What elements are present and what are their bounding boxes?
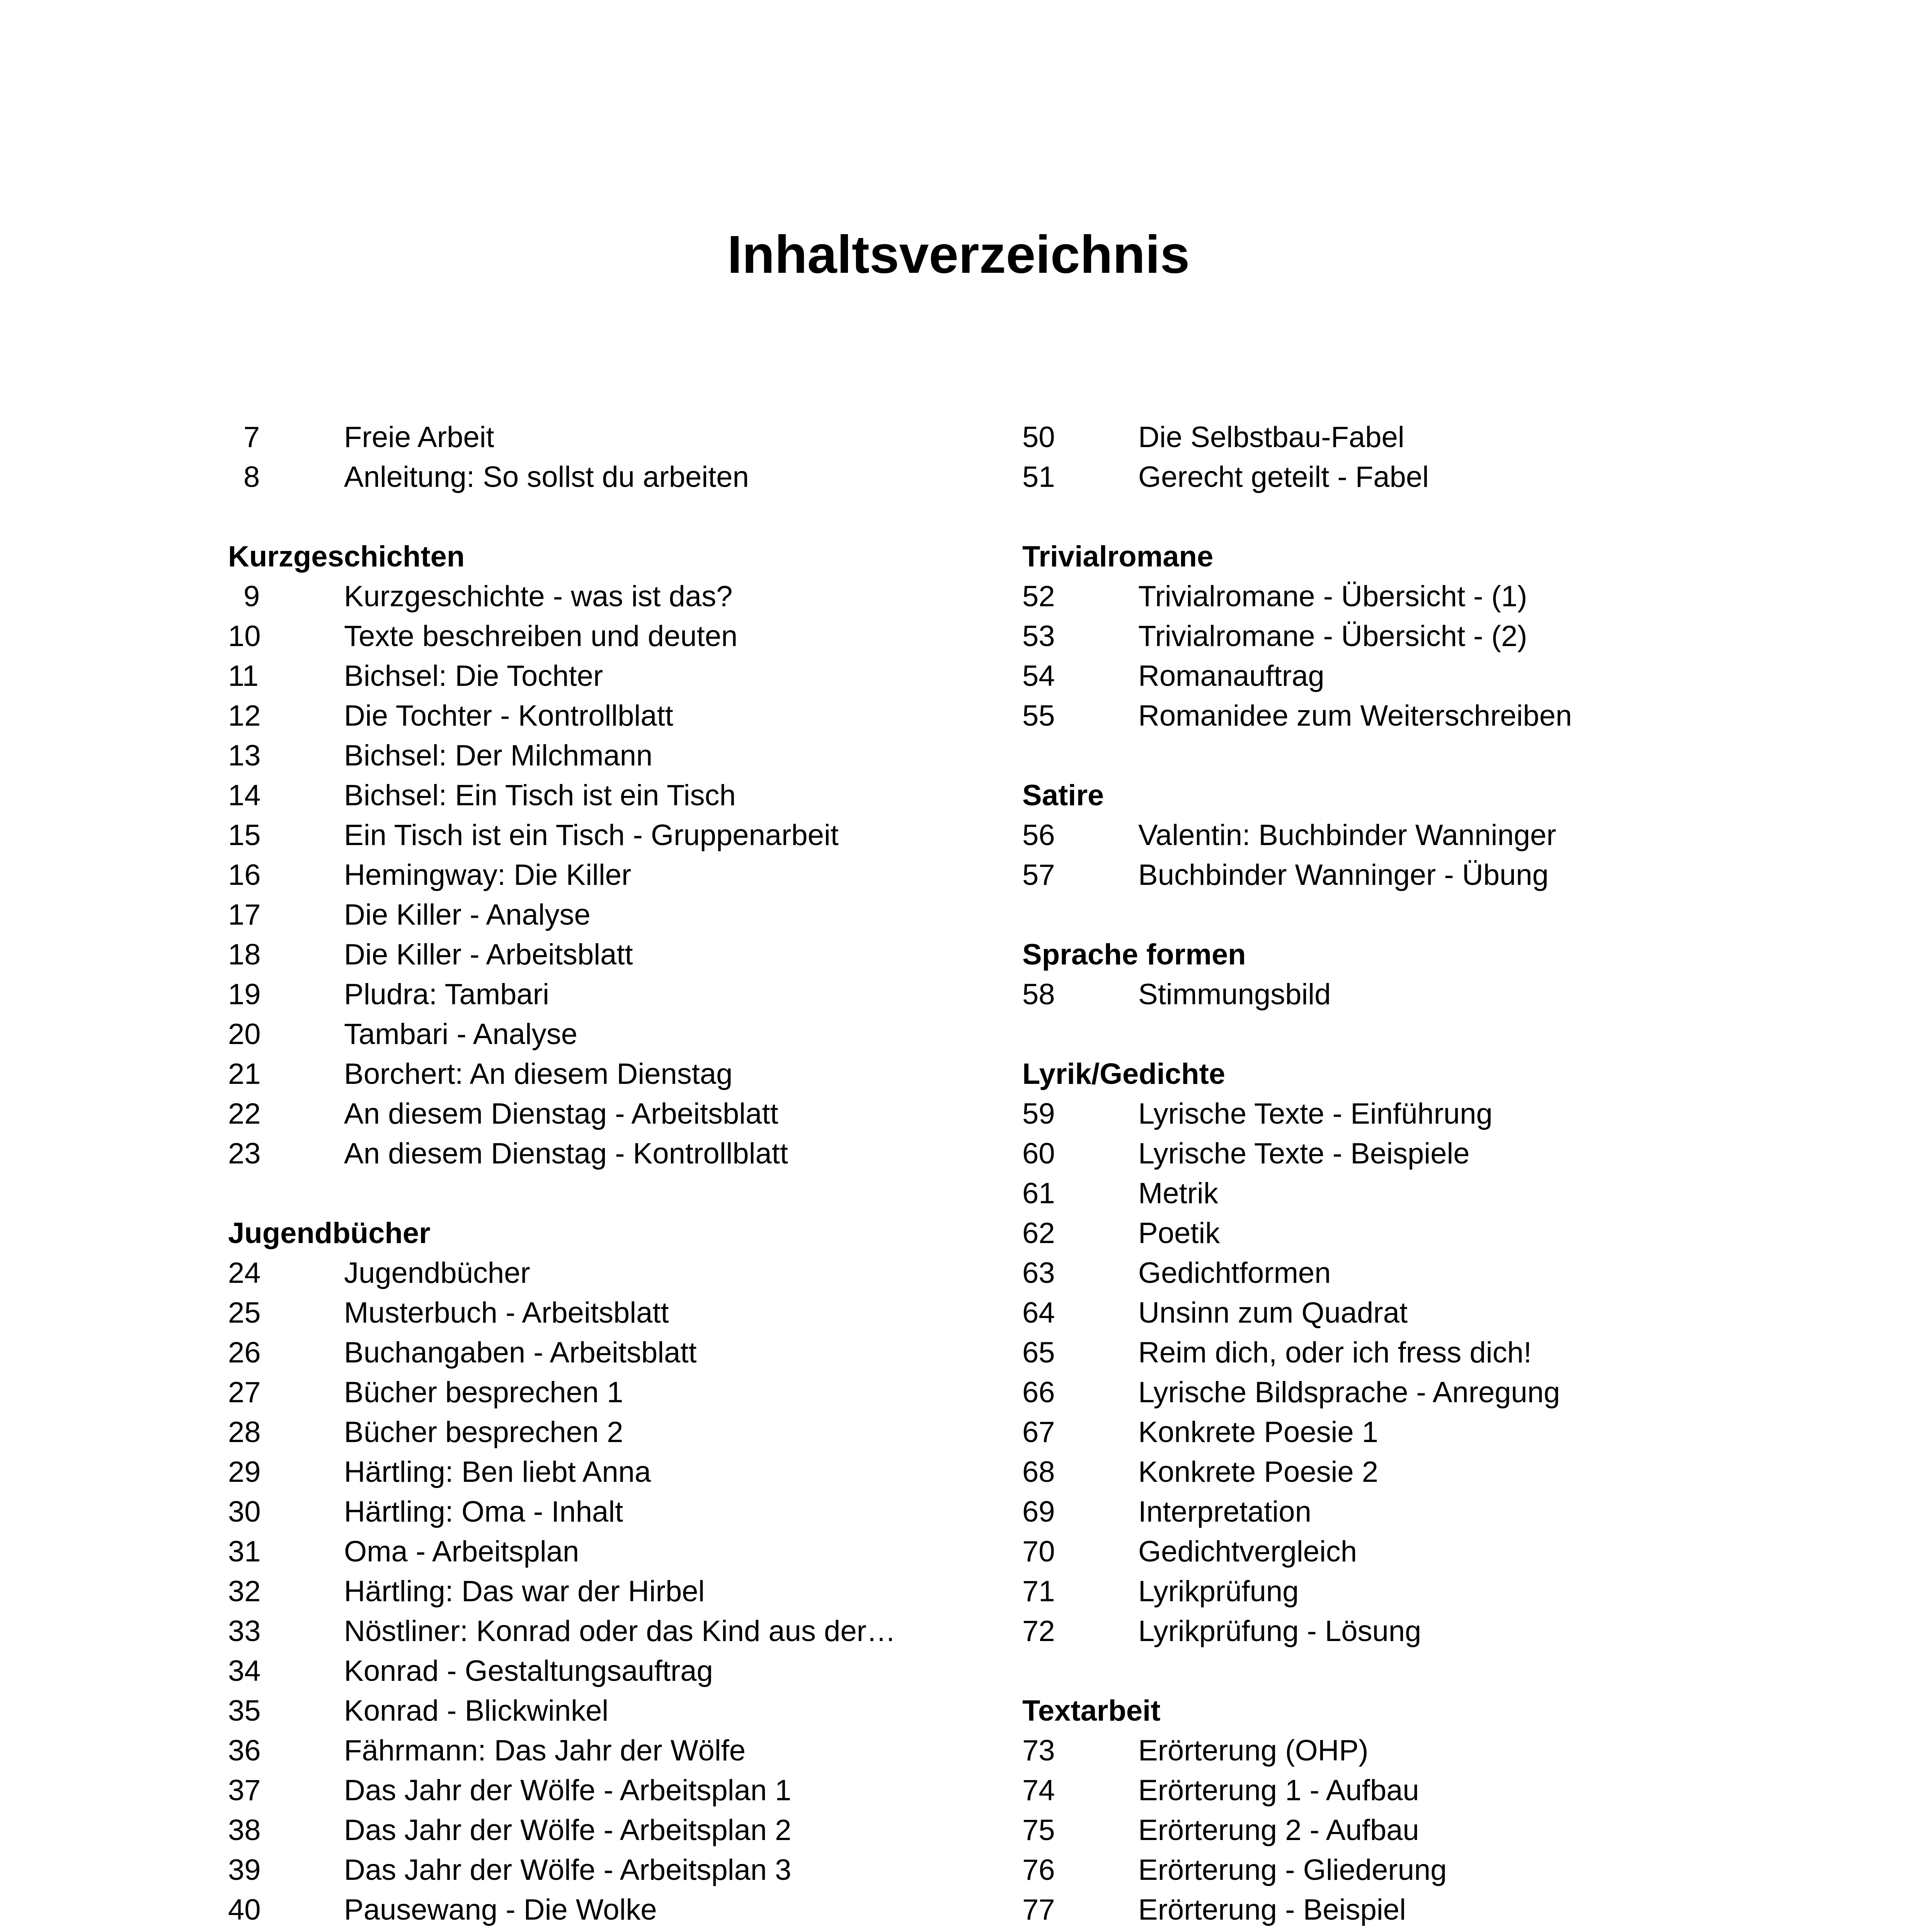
- toc-entry: [228, 855, 1001, 895]
- entry-title: Valentin: Buchbinder Wanninger: [1138, 819, 1556, 852]
- entry-title: Romanauftrag: [1138, 660, 1325, 692]
- page-number: 65: [1022, 1336, 1055, 1369]
- section-spacer: [1022, 1014, 1795, 1054]
- page-number: 30: [228, 1495, 261, 1528]
- toc-entry: [228, 696, 1001, 736]
- toc-entry: [228, 1372, 1001, 1412]
- entry-title: Gedichtformen: [1138, 1257, 1331, 1289]
- page-number: 63: [1022, 1257, 1055, 1289]
- page-number: 62: [1022, 1217, 1055, 1250]
- page-number: 18: [228, 938, 261, 971]
- entry-title: Unsinn zum Quadrat: [1138, 1296, 1408, 1329]
- page-number: 31: [228, 1535, 261, 1568]
- entry-title: Kurzgeschichte - was ist das?: [344, 580, 733, 613]
- page-number: 68: [1022, 1456, 1055, 1488]
- section-spacer: [1022, 1651, 1795, 1691]
- entry-title: Oma - Arbeitsplan: [344, 1535, 579, 1568]
- page-number: 24: [228, 1257, 261, 1289]
- section-spacer: [228, 497, 1001, 537]
- entry-title: Pausewang - Die Wolke: [344, 1893, 657, 1926]
- toc-entry: [1022, 1412, 1795, 1452]
- entry-title: Bücher besprechen 2: [344, 1416, 623, 1449]
- entry-title: Das Jahr der Wölfe - Arbeitsplan 2: [344, 1814, 792, 1847]
- toc-entry: [228, 1770, 1001, 1810]
- entry-title: Gedichtvergleich: [1138, 1535, 1357, 1568]
- page-number: 59: [1022, 1097, 1055, 1130]
- toc-entry: [228, 1611, 1001, 1651]
- page-number: 58: [1022, 978, 1055, 1011]
- toc-entry: [228, 656, 1001, 696]
- toc-entry: [228, 1492, 1001, 1532]
- entry-title: Härtling: Oma - Inhalt: [344, 1495, 623, 1528]
- toc-entry: [1022, 1930, 1795, 1932]
- entry-title: Die Tochter - Kontrollblatt: [344, 699, 673, 732]
- toc-entry: [1022, 1810, 1795, 1850]
- page-number: 16: [228, 859, 261, 891]
- entry-title: Gerecht geteilt - Fabel: [1138, 461, 1429, 493]
- entry-title: Trivialromane - Übersicht - (2): [1138, 620, 1527, 653]
- entry-title: Die Killer - Arbeitsblatt: [344, 938, 633, 971]
- page-number: 61: [1022, 1177, 1055, 1210]
- page-number: 60: [1022, 1137, 1055, 1170]
- entry-title: Reim dich, oder ich fress dich!: [1138, 1336, 1532, 1369]
- page-number: 74: [1022, 1774, 1055, 1807]
- toc-entry: [1022, 1333, 1795, 1372]
- page-number: 25: [228, 1296, 261, 1329]
- page-number: 69: [1022, 1495, 1055, 1528]
- toc-entry: [228, 1731, 1001, 1770]
- toc-entry: [1022, 1094, 1795, 1134]
- toc-entry: [228, 1134, 1001, 1173]
- entry-title: Lyrikprüfung: [1138, 1575, 1299, 1608]
- entry-title: Bichsel: Ein Tisch ist ein Tisch: [344, 779, 736, 812]
- toc-entry: [228, 616, 1001, 656]
- toc-entry: [1022, 1213, 1795, 1253]
- toc-right-column: [1022, 417, 1795, 1932]
- entry-title: Fährmann: Das Jahr der Wölfe: [344, 1734, 746, 1767]
- entry-title: Lyrische Bildsprache - Anregung: [1138, 1376, 1560, 1409]
- page-number: 50: [1022, 421, 1055, 454]
- entry-title: Tambari - Analyse: [344, 1018, 578, 1051]
- toc-entry: [228, 1850, 1001, 1890]
- entry-title: Ein Tisch ist ein Tisch - Gruppenarbeit: [344, 819, 839, 852]
- page-title: Inhaltsverzeichnis: [727, 225, 1190, 284]
- toc-entry: [1022, 1532, 1795, 1571]
- toc-entry: [228, 1452, 1001, 1492]
- page-number: 55: [1022, 699, 1055, 732]
- toc-entry: [1022, 1850, 1795, 1890]
- toc-entry: [1022, 457, 1795, 497]
- toc-entry: [1022, 1611, 1795, 1651]
- page-number: 15: [228, 819, 261, 852]
- toc-entry: [1022, 1731, 1795, 1770]
- toc-entry: [1022, 577, 1795, 616]
- toc-entry: [228, 1651, 1001, 1691]
- toc-entry: [1022, 1890, 1795, 1930]
- entry-title: Konrad - Gestaltungsauftrag: [344, 1655, 713, 1687]
- entry-title: Bichsel: Der Milchmann: [344, 739, 653, 772]
- page-number: 34: [228, 1655, 261, 1687]
- toc-entry: [228, 417, 1001, 457]
- toc-entry: [1022, 656, 1795, 696]
- toc-entry: [228, 1333, 1001, 1372]
- entry-title: An diesem Dienstag - Kontrollblatt: [344, 1137, 788, 1170]
- page-number: 36: [228, 1734, 261, 1767]
- toc-entry: [228, 1412, 1001, 1452]
- entry-title: Jugendbücher: [344, 1257, 530, 1289]
- page-number: 12: [228, 699, 261, 732]
- page-number: 22: [228, 1097, 261, 1130]
- page-number: 70: [1022, 1535, 1055, 1568]
- entry-title: Lyrische Texte - Beispiele: [1138, 1137, 1470, 1170]
- toc-entry: [1022, 1372, 1795, 1412]
- entry-title: [1138, 1930, 1559, 1932]
- toc-entry: [1022, 1492, 1795, 1532]
- page-number: 13: [228, 739, 261, 772]
- entry-title: Härtling: Das war der Hirbel: [344, 1575, 705, 1608]
- page-number: 27: [228, 1376, 261, 1409]
- entry-title: Lyrische Texte - Einführung: [1138, 1097, 1493, 1130]
- page-number: 11: [228, 660, 259, 692]
- toc-entry: [228, 815, 1001, 855]
- entry-title: Erörterung 2 - Aufbau: [1138, 1814, 1419, 1847]
- entry-title: Stimmungsbild: [1138, 978, 1331, 1011]
- toc-entry: [228, 1571, 1001, 1611]
- page-number: 23: [228, 1137, 261, 1170]
- page-number: 19: [228, 978, 261, 1011]
- page-number: 40: [228, 1893, 261, 1926]
- entry-title: Freie Arbeit: [344, 421, 494, 454]
- toc-entry: [228, 1054, 1001, 1094]
- toc-entry: [228, 1691, 1001, 1731]
- page-number: 38: [228, 1814, 261, 1847]
- page-number: 66: [1022, 1376, 1055, 1409]
- toc-entry: [228, 1810, 1001, 1850]
- page-number: 9: [243, 580, 260, 613]
- toc-entry: [228, 1890, 1001, 1930]
- entry-title: Anleitung: So sollst du arbeiten: [344, 461, 749, 493]
- section-spacer: [1022, 497, 1795, 537]
- page-number: 72: [1022, 1615, 1055, 1648]
- entry-title: Konrad - Blickwinkel: [344, 1694, 609, 1727]
- toc-entry: [228, 736, 1001, 776]
- toc-entry: [228, 577, 1001, 616]
- page-number: 76: [1022, 1854, 1055, 1886]
- section-heading: Trivialromane: [1022, 540, 1214, 573]
- section-heading: Textarbeit: [1022, 1694, 1161, 1727]
- entry-title: Konkrete Poesie 1: [1138, 1416, 1379, 1449]
- section-heading: Sprache formen: [1022, 938, 1246, 971]
- entry-title: Erörterung - Gliederung: [1138, 1854, 1447, 1886]
- page-number: 71: [1022, 1575, 1055, 1608]
- entry-title: Bücher besprechen 1: [344, 1376, 623, 1409]
- toc-entry: [1022, 1452, 1795, 1492]
- entry-title: Pludra: Tambari: [344, 978, 549, 1011]
- entry-title: An diesem Dienstag - Arbeitsblatt: [344, 1097, 778, 1130]
- entry-title: Nöstliner: Konrad oder das Kind aus der…: [344, 1615, 896, 1648]
- section-heading: Jugendbücher: [228, 1217, 431, 1250]
- toc-entry: [228, 1532, 1001, 1571]
- page-number: 52: [1022, 580, 1055, 613]
- page-number: 17: [228, 898, 261, 931]
- entry-title: Lyrikprüfung - Lösung: [1138, 1615, 1422, 1648]
- page-number: 20: [228, 1018, 261, 1051]
- page-number: 7: [243, 421, 260, 454]
- page-number: 77: [1022, 1893, 1055, 1926]
- toc-entry: [228, 935, 1001, 975]
- entry-title: Die Killer - Analyse: [344, 898, 591, 931]
- toc-entry: [1022, 1134, 1795, 1173]
- page-number: [1022, 1930, 1100, 1932]
- entry-title: Interpretation: [1138, 1495, 1311, 1528]
- toc-entry: [1022, 815, 1795, 855]
- page-number: 28: [228, 1416, 261, 1449]
- entry-title: Das Jahr der Wölfe - Arbeitsplan 3: [344, 1854, 792, 1886]
- page-number: 53: [1022, 620, 1055, 653]
- entry-title: Texte beschreiben und deuten: [344, 620, 738, 653]
- page-number: [228, 1930, 305, 1932]
- toc-entry: [228, 895, 1001, 935]
- entry-title: Das Jahr der Wölfe - Arbeitsplan 1: [344, 1774, 792, 1807]
- toc-entry: [1022, 1253, 1795, 1293]
- toc-entry: [228, 457, 1001, 497]
- toc-entry: [1022, 1293, 1795, 1333]
- section-heading: Kurzgeschichten: [228, 540, 465, 573]
- entry-title: Poetik: [1138, 1217, 1220, 1250]
- entry-title: Die Selbstbau-Fabel: [1138, 421, 1405, 454]
- toc-entry: [228, 1253, 1001, 1293]
- toc-left-column: [228, 417, 1001, 1932]
- toc-entry: [228, 1293, 1001, 1333]
- entry-title: Metrik: [1138, 1177, 1218, 1210]
- page-number: 26: [228, 1336, 261, 1369]
- page-number: 73: [1022, 1734, 1055, 1767]
- entry-title: Hemingway: Die Killer: [344, 859, 632, 891]
- toc-entry: [1022, 1173, 1795, 1213]
- entry-title: Buchangaben - Arbeitsblatt: [344, 1336, 697, 1369]
- page-number: 8: [243, 461, 260, 493]
- toc-entry: [228, 1014, 1001, 1054]
- entry-title: Bichsel: Die Tochter: [344, 660, 603, 692]
- page-number: 56: [1022, 819, 1055, 852]
- page-number: 54: [1022, 660, 1055, 692]
- toc-entry: [1022, 417, 1795, 457]
- page-number: 75: [1022, 1814, 1055, 1847]
- page-number: 64: [1022, 1296, 1055, 1329]
- section-heading: Lyrik/Gedichte: [1022, 1058, 1226, 1090]
- page-number: 21: [228, 1058, 261, 1090]
- toc-entry: [1022, 696, 1795, 736]
- page-number: 51: [1022, 461, 1055, 493]
- page-number: 57: [1022, 859, 1055, 891]
- toc-entry: [1022, 855, 1795, 895]
- section-spacer: [1022, 736, 1795, 776]
- page-number: 14: [228, 779, 261, 812]
- page-number: 29: [228, 1456, 261, 1488]
- toc-entry: [1022, 975, 1795, 1014]
- page-number: 33: [228, 1615, 261, 1648]
- toc-entry: [228, 1930, 1001, 1932]
- entry-title: Konkrete Poesie 2: [1138, 1456, 1379, 1488]
- page-number: 10: [228, 620, 261, 653]
- toc-entry: [228, 975, 1001, 1014]
- entry-title: Härtling: Ben liebt Anna: [344, 1456, 651, 1488]
- toc-entry: [1022, 1571, 1795, 1611]
- entry-title: Romanidee zum Weiterschreiben: [1138, 699, 1572, 732]
- toc-entry: [1022, 1770, 1795, 1810]
- entry-title: Erörterung (OHP): [1138, 1734, 1369, 1767]
- entry-title: Borchert: An diesem Dienstag: [344, 1058, 733, 1090]
- page-number: 32: [228, 1575, 261, 1608]
- section-spacer: [228, 1173, 1001, 1213]
- entry-title: Musterbuch - Arbeitsblatt: [344, 1296, 669, 1329]
- toc-entry: [228, 1094, 1001, 1134]
- toc-entry: [1022, 616, 1795, 656]
- page-number: 37: [228, 1774, 261, 1807]
- entry-title: [344, 1930, 799, 1932]
- entry-title: Erörterung 1 - Aufbau: [1138, 1774, 1419, 1807]
- section-spacer: [1022, 895, 1795, 935]
- entry-title: Trivialromane - Übersicht - (1): [1138, 580, 1527, 613]
- section-heading: Satire: [1022, 779, 1104, 812]
- entry-title: Buchbinder Wanninger - Übung: [1138, 859, 1549, 891]
- toc-entry: [228, 776, 1001, 815]
- page-number: 67: [1022, 1416, 1055, 1449]
- entry-title: Erörterung - Beispiel: [1138, 1893, 1406, 1926]
- page-number: 39: [228, 1854, 261, 1886]
- page-number: 35: [228, 1694, 261, 1727]
